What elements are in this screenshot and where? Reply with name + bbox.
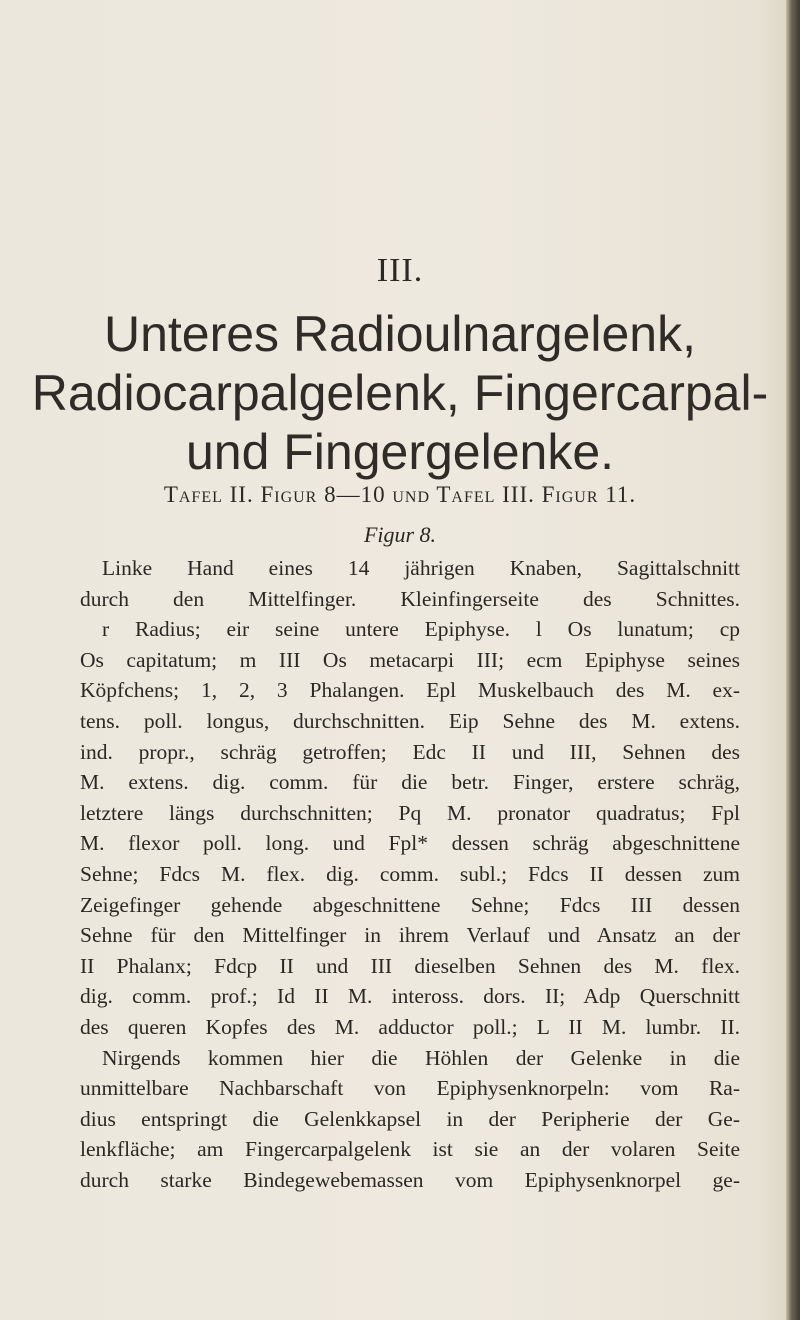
title-line: Radiocarpalgelenk, Fingercarpal- bbox=[31, 365, 769, 421]
text-line: tens. poll. longus, durchschnitten. Eip Sehne des M. extens. bbox=[80, 708, 740, 733]
text-line: II Phalanx; Fdcp II und III dieselben Sehnen des M. flex. bbox=[80, 953, 740, 978]
text-line: r Radius; eir seine untere Epiphyse. l Os lunatum; cp bbox=[102, 617, 740, 642]
text-line: Sehne; Fdcs M. flex. dig. comm. subl.; Fdcs II dessen zum bbox=[80, 861, 740, 886]
chapter-title bbox=[0, 305, 800, 482]
title-line: Unteres Radioulnargelenk, bbox=[103, 306, 697, 362]
chapter-number: III. bbox=[376, 252, 424, 289]
text-line: Linke Hand eines 14 jährigen Knaben, Sagittalschnitt bbox=[102, 556, 740, 580]
text-line: durch den Mittelfinger. Kleinfingerseite des Schnittes. bbox=[80, 586, 740, 611]
text-line: Zeigefinger gehende abgeschnittene Sehne; Fdcs III dessen bbox=[80, 892, 740, 917]
text-line: Nirgends kommen hier die Höhlen der Gelenke in die bbox=[102, 1045, 740, 1070]
title-line: und Fingergelenke. bbox=[185, 424, 615, 480]
figure-caption: Figur 8. bbox=[363, 522, 437, 547]
text-line: durch starke Bindegewebemassen vom Epiphysenknorpel ge- bbox=[80, 1167, 740, 1192]
text-line: dig. comm. prof.; Id II M. inteross. dors. II; Adp Querschnitt bbox=[80, 984, 740, 1009]
text-line: Köpfchens; 1, 2, 3 Phalangen. Epl Muskelbauch des M. ex- bbox=[80, 678, 740, 703]
text-line: Sehne für den Mittelfinger in ihrem Verlauf und Ansatz an der bbox=[80, 923, 740, 948]
text-line: Os capitatum; m III Os metacarpi III; ecm Epiphyse seines bbox=[80, 647, 740, 672]
text-line: unmittelbare Nachbarschaft von Epiphysenknorpeln: vom Ra- bbox=[80, 1076, 740, 1101]
text-line: letztere längs durchschnitten; Pq M. pronator quadratus; Fpl bbox=[80, 800, 740, 825]
text-line: M. flexor poll. long. und Fpl* dessen schräg abgeschnittene bbox=[80, 831, 740, 856]
text-line: des queren Kopfes des M. adductor poll.; L II M. lumbr. II. bbox=[80, 1014, 740, 1039]
body-text bbox=[80, 553, 740, 1195]
text-line: lenkfläche; am Fingercarpalgelenk ist sie an der volaren Seite bbox=[80, 1137, 740, 1162]
text-line: M. extens. dig. comm. für die betr. Finger, erstere schräg, bbox=[80, 770, 740, 795]
text-line: ind. propr., schräg getroffen; Edc II und III, Sehnen des bbox=[80, 739, 740, 764]
text-line: dius entspringt die Gelenkkapsel in der Peripherie der Ge- bbox=[80, 1106, 740, 1131]
plate-reference: Tafel II. Figur 8—10 und Tafel III. Figur 11. bbox=[163, 482, 637, 507]
page-edge-shadow bbox=[786, 0, 800, 1320]
